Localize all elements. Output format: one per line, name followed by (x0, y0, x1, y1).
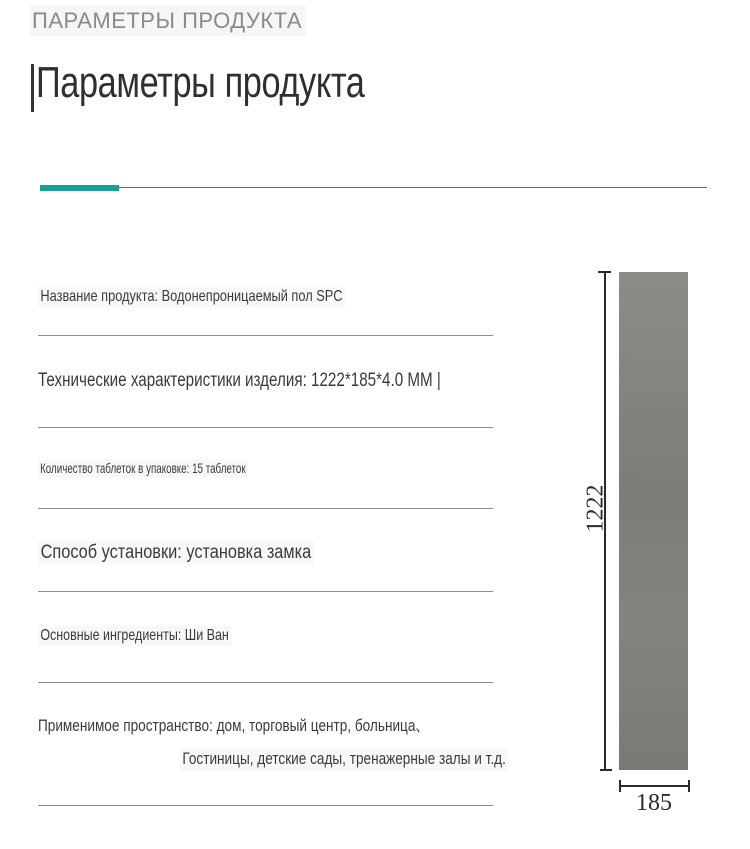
section-eyebrow: ПАРАМЕТРЫ ПРОДУКТА (30, 6, 306, 36)
spec-install-method: Способ установки: установка замка (38, 541, 314, 565)
width-dimension-tick (688, 780, 690, 792)
title-marker (31, 64, 34, 112)
spec-applicable-space: Применимое пространство: дом, торговый центр, больница、 (38, 716, 429, 735)
spec-ingredients: Основные ингредиенты: Ши Ван (38, 626, 231, 646)
spec-applicable-space-continuation: Гостиницы, детские сады, тренажерные залы и т.д. (180, 748, 508, 770)
spec-divider (38, 591, 493, 592)
spec-divider (38, 508, 493, 509)
spec-product-name: Название продукта: Водонепроницаемый пол SPC (38, 287, 345, 307)
page-title: Параметры продукта (36, 58, 365, 107)
spec-divider (38, 335, 493, 336)
width-dimension-line (620, 785, 689, 787)
length-dimension-tick (598, 271, 611, 273)
spec-dimensions: Технические характеристики изделия: 1222*185*4.0 MM | (38, 370, 441, 391)
floor-plank-image (619, 272, 688, 770)
spec-divider (38, 805, 493, 806)
spec-divider (38, 682, 493, 683)
width-dimension-tick (619, 780, 621, 792)
spec-pack-quantity: Количество таблеток в упаковке: 15 таблеток (38, 459, 248, 477)
accent-bar (40, 185, 119, 191)
width-label: 185 (636, 790, 672, 816)
spec-divider (38, 427, 493, 428)
length-dimension-tick (600, 769, 612, 771)
header-rule (40, 187, 707, 188)
length-label: 1222 (582, 484, 609, 533)
